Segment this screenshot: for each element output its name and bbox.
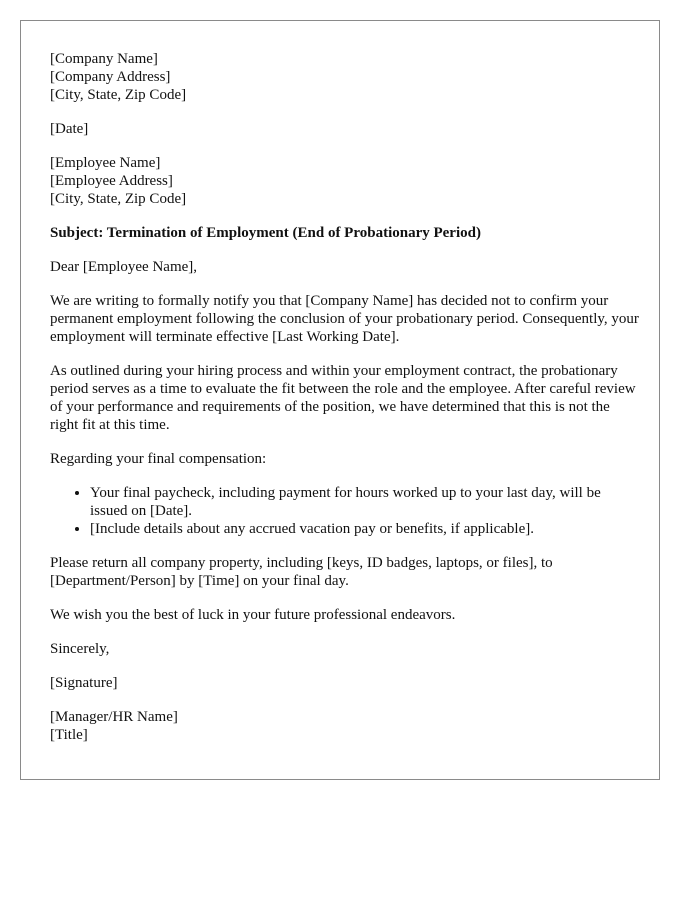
signer-name: [Manager/HR Name] xyxy=(50,709,178,725)
salutation: Dear [Employee Name], xyxy=(50,259,198,275)
recipient-address xyxy=(50,154,640,208)
letter-subject: Subject: Termination of Employment (End of Probationary Period) xyxy=(50,225,481,241)
list-item: • Your final paycheck, including payment for hours worked up to your last day, will be issued on [Date]. xyxy=(90,484,640,520)
sender-address xyxy=(50,50,640,104)
letter-date xyxy=(50,120,640,138)
closing: Sincerely, xyxy=(50,641,110,657)
compensation-list xyxy=(50,484,640,538)
sender-company-address: [Company Address] xyxy=(50,69,171,85)
signer-block xyxy=(50,708,640,744)
signature: [Signature] xyxy=(50,675,118,691)
recipient-employee-name: [Employee Name] xyxy=(50,155,161,171)
sender-company-name: [Company Name] xyxy=(50,51,158,67)
list-item: • [Include details about any accrued vacation pay or benefits, if applicable]. xyxy=(90,520,640,538)
letter-content xyxy=(50,50,640,760)
recipient-city-state-zip: [City, State, Zip Code] xyxy=(50,191,187,207)
paragraph-notice: We are writing to formally notify you that [Company Name] has decided not to confirm your permanent employment following the conclusion of your probationary period. Consequently, your employment will terminate effective [Last Working Date]. xyxy=(50,293,639,345)
sender-city-state-zip: [City, State, Zip Code] xyxy=(50,87,187,103)
paragraph-probation: As outlined during your hiring process and within your employment contract, the probationary period serves as a time to evaluate the fit between the role and the employee. After careful review of your performance and requirements of the position, we have determined that this is not the right fit at this time. xyxy=(50,363,636,433)
paragraph-return-property: Please return all company property, including [keys, ID badges, laptops, or files], to [Department/Person] by [Time] on your final day. xyxy=(50,555,553,589)
recipient-employee-address: [Employee Address] xyxy=(50,173,173,189)
signer-title: [Title] xyxy=(50,727,88,743)
paragraph-wish: We wish you the best of luck in your future professional endeavors. xyxy=(50,607,456,623)
date-text: [Date] xyxy=(50,121,89,137)
letter-page xyxy=(20,20,660,780)
paragraph-compensation-intro: Regarding your final compensation: xyxy=(50,451,267,467)
